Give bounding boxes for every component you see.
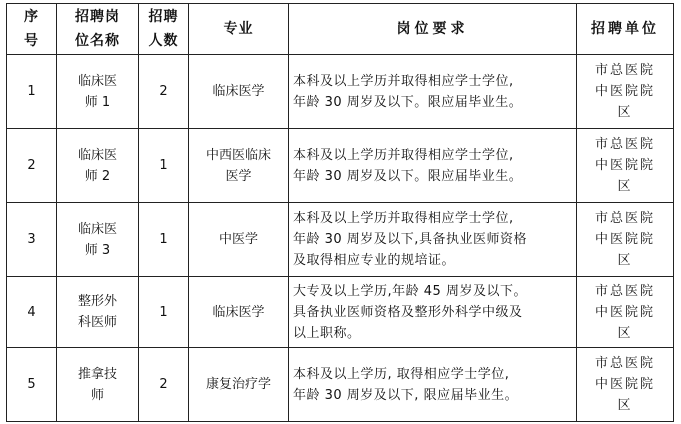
table-row (7, 277, 674, 348)
cell-position-name: 临床医 师 1 (57, 55, 139, 129)
cell-major: 中医学 (189, 203, 289, 277)
cell-count: 1 (139, 129, 189, 203)
cell-unit: 市总医院 中医院院 区 (577, 277, 674, 348)
cell-requirements: 本科及以上学历并取得相应学士学位, 年龄 30 周岁及以下,具备执业医师资格 及取得相应专业的规培证。 (289, 203, 577, 277)
header-seq: 序 号 (7, 4, 57, 55)
cell-requirements: 本科及以上学历并取得相应学士学位, 年龄 30 周岁及以下。限应届毕业生。 (289, 129, 577, 203)
cell-unit: 市总医院 中医院院 区 (577, 203, 674, 277)
cell-count: 2 (139, 55, 189, 129)
header-position-name: 招聘岗 位名称 (57, 4, 139, 55)
cell-seq: 4 (7, 277, 57, 348)
header-major: 专业 (189, 4, 289, 55)
table-row (7, 348, 674, 422)
cell-requirements: 本科及以上学历, 取得相应学士学位, 年龄 30 周岁及以下, 限应届毕业生。 (289, 348, 577, 422)
header-requirements: 岗位要求 (289, 4, 577, 55)
cell-seq: 2 (7, 129, 57, 203)
cell-seq: 1 (7, 55, 57, 129)
cell-requirements: 本科及以上学历并取得相应学士学位, 年龄 30 周岁及以下。限应届毕业生。 (289, 55, 577, 129)
cell-position-name: 整形外 科医师 (57, 277, 139, 348)
cell-seq: 3 (7, 203, 57, 277)
header-row (7, 4, 674, 55)
recruitment-table (6, 3, 674, 422)
header-count: 招聘 人数 (139, 4, 189, 55)
cell-position-name: 推拿技 师 (57, 348, 139, 422)
cell-position-name: 临床医 师 3 (57, 203, 139, 277)
cell-unit: 市总医院 中医院院 区 (577, 129, 674, 203)
cell-seq: 5 (7, 348, 57, 422)
table-row (7, 203, 674, 277)
cell-unit: 市总医院 中医院院 区 (577, 348, 674, 422)
cell-major: 中西医临床 医学 (189, 129, 289, 203)
cell-major: 临床医学 (189, 277, 289, 348)
cell-requirements: 大专及以上学历,年龄 45 周岁及以下。 具备执业医师资格及整形外科学中级及 以上职称。 (289, 277, 577, 348)
cell-count: 2 (139, 348, 189, 422)
cell-count: 1 (139, 203, 189, 277)
cell-position-name: 临床医 师 2 (57, 129, 139, 203)
cell-major: 临床医学 (189, 55, 289, 129)
cell-unit: 市总医院 中医院院 区 (577, 55, 674, 129)
header-unit: 招聘单位 (577, 4, 674, 55)
table-row (7, 129, 674, 203)
cell-major: 康复治疗学 (189, 348, 289, 422)
cell-count: 1 (139, 277, 189, 348)
table-row (7, 55, 674, 129)
